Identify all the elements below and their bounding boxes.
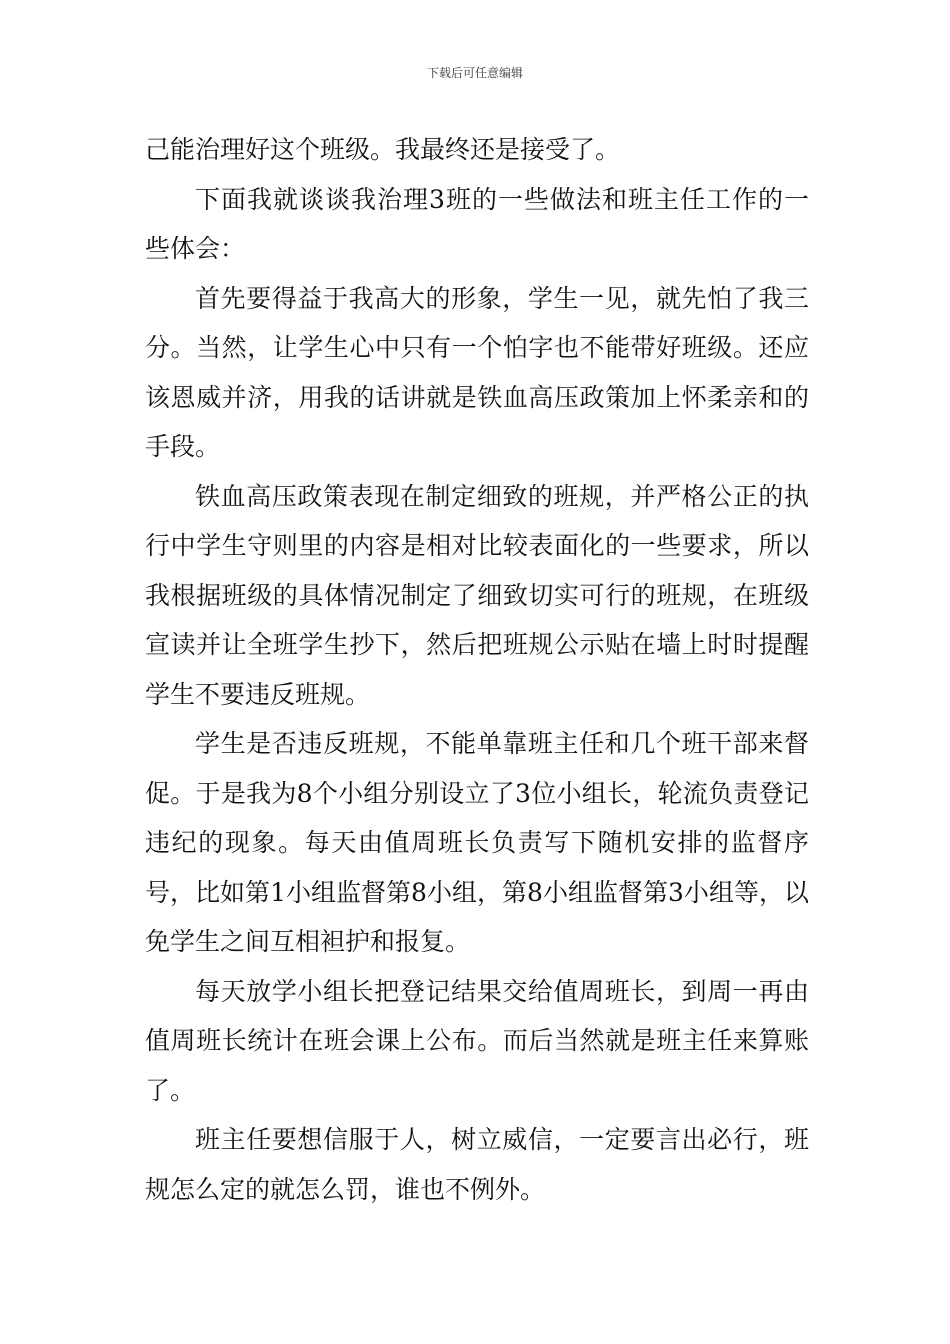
paragraph-7: 班主任要想信服于人，树立威信，一定要言出必行，班规怎么定的就怎么罚，谁也不例外。 [145, 1125, 809, 1204]
paragraph-3: 首先要得益于我高大的形象，学生一见，就先怕了我三分。当然，让学生心中只有一个怕字也不能带好班级。还应该恩威并济，用我的话讲就是铁血高压政策加上怀柔亲和的手段。 [145, 283, 809, 461]
paragraph-5: 学生是否违反班规，不能单靠班主任和几个班干部来督促。于是我为8个小组分别设立了3位小组长，轮流负责登记违纪的现象。每天由值周班长负责写下随机安排的监督序号，比如第1小组监督第8小组，第8小组监督第3小组等，以免学生之间互相袒护和报复。 [145, 729, 809, 956]
paragraph-6: 每天放学小组长把登记结果交给值周班长，到周一再由值周班长统计在班会课上公布。而后当然就是班主任来算账了。 [145, 976, 809, 1105]
paragraph-1: 己能治理好这个班级。我最终还是接受了。 [145, 135, 621, 164]
paragraph-2: 下面我就谈谈我治理3班的一些做法和班主任工作的一些体会： [145, 184, 809, 263]
document-body [145, 125, 809, 1214]
paragraph-4: 铁血高压政策表现在制定细致的班规，并严格公正的执行中学生守则里的内容是相对比较表面化的一些要求，所以我根据班级的具体情况制定了细致切实可行的班规，在班级宣读并让全班学生抄下，然后把班规公示贴在墙上时时提醒学生不要违反班规。 [145, 481, 809, 709]
page-header: 下载后可任意编辑 [426, 66, 523, 80]
